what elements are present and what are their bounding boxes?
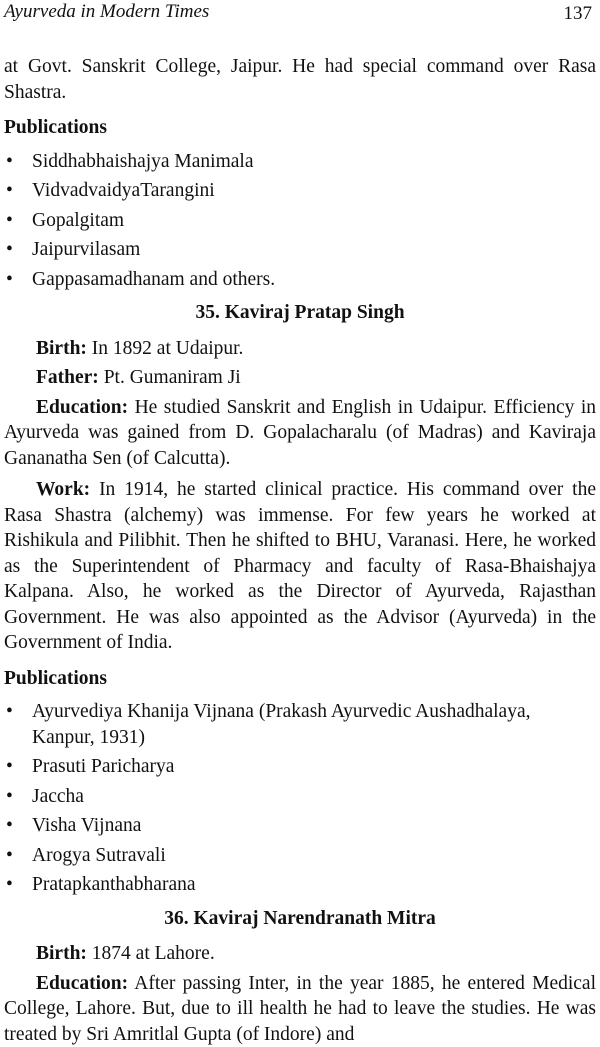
publications-list-1 (4, 149, 596, 293)
publications-heading-2: Publications (4, 666, 596, 692)
publications-list-2 (4, 699, 596, 898)
work-label: Work: (36, 479, 90, 500)
publications-heading-1: Publications (4, 115, 596, 141)
list-item-text: Jaipurvilasam (32, 239, 140, 260)
birth-paragraph-35 (4, 336, 596, 362)
running-title: Ayurveda in Modern Times (4, 0, 209, 24)
work-paragraph-35 (4, 477, 596, 656)
list-item (4, 267, 596, 293)
list-item (4, 872, 596, 898)
page-body (4, 54, 596, 1047)
list-item-text: Gappasamadhanam and others. (32, 269, 275, 290)
bullet-icon: • (6, 872, 13, 898)
list-item (4, 754, 596, 780)
list-item-text: Ayurvediya Khanija Vijnana (Prakash Ayurvedic Aushadhalaya, Kanpur, 1931) (32, 701, 531, 748)
list-item (4, 208, 596, 234)
bullet-icon: • (6, 754, 13, 780)
birth-text: 1874 at Lahore. (87, 943, 215, 964)
birth-paragraph-36 (4, 941, 596, 967)
education-paragraph-35 (4, 395, 596, 472)
bullet-icon: • (6, 237, 13, 263)
list-item-text: Visha Vijnana (32, 815, 141, 836)
list-item (4, 784, 596, 810)
education-label: Education: (36, 397, 128, 418)
list-item (4, 699, 596, 750)
list-item-text: VidvadvaidyaTarangini (32, 180, 215, 201)
bullet-icon: • (6, 813, 13, 839)
education-paragraph-36 (4, 971, 596, 1047)
bullet-icon: • (6, 267, 13, 293)
birth-text: In 1892 at Udaipur. (87, 338, 244, 359)
list-item (4, 178, 596, 204)
work-text: In 1914, he started clinical practice. His command over the Rasa Shastra (alchemy) was immense. For few years he worked at Rishikula and Pilibhit. Then he shifted to BHU, Varanasi. Here, he worked as the Superintendent of Pharmacy and faculty of Rasa-Bhaishajya Kalpana. Also, he worked as the Director of Ayurveda, Rajasthan Government. He was also appointed as the Advisor (Ayurveda) in the Government of India. (4, 479, 596, 653)
intro-paragraph: at Govt. Sanskrit College, Jaipur. He had special command over Rasa Shastra. (4, 54, 596, 105)
list-item-text: Pratapkanthabharana (32, 874, 196, 895)
list-item (4, 813, 596, 839)
bullet-icon: • (6, 178, 13, 204)
bullet-icon: • (6, 784, 13, 810)
bullet-icon: • (6, 149, 13, 175)
father-label: Father: (36, 367, 99, 388)
bullet-icon: • (6, 843, 13, 869)
education-text: He studied Sanskrit and English in Udaipur. Efficiency in Ayurveda was gained from D. Gopalacharalu (of Madras) and Kaviraja Gananatha Sen (of Calcutta). (4, 397, 596, 469)
list-item (4, 149, 596, 175)
section-title-35: 35. Kaviraj Pratap Singh (4, 300, 596, 326)
list-item (4, 843, 596, 869)
list-item-text: Jaccha (32, 786, 84, 807)
list-item (4, 237, 596, 263)
list-item-text: Siddhabhaishajya Manimala (32, 151, 254, 172)
bullet-icon: • (6, 208, 13, 234)
list-item-text: Gopalgitam (32, 210, 124, 231)
page-number: 137 (564, 2, 593, 26)
father-text: Pt. Gumaniram Ji (99, 367, 241, 388)
list-item-text: Prasuti Paricharya (32, 756, 174, 777)
birth-label: Birth: (36, 338, 87, 359)
father-paragraph-35 (4, 365, 596, 391)
list-item-text: Arogya Sutravali (32, 845, 166, 866)
bullet-icon: • (6, 699, 13, 725)
section-title-36: 36. Kaviraj Narendranath Mitra (4, 906, 596, 932)
education-label: Education: (36, 973, 128, 994)
birth-label: Birth: (36, 943, 87, 964)
education-text: After passing Inter, in the year 1885, he entered Medical College, Lahore. But, due to ill health he had to leave the studies. He was treated by Sri Amritlal Gupta (of Indore) and (4, 973, 596, 1045)
